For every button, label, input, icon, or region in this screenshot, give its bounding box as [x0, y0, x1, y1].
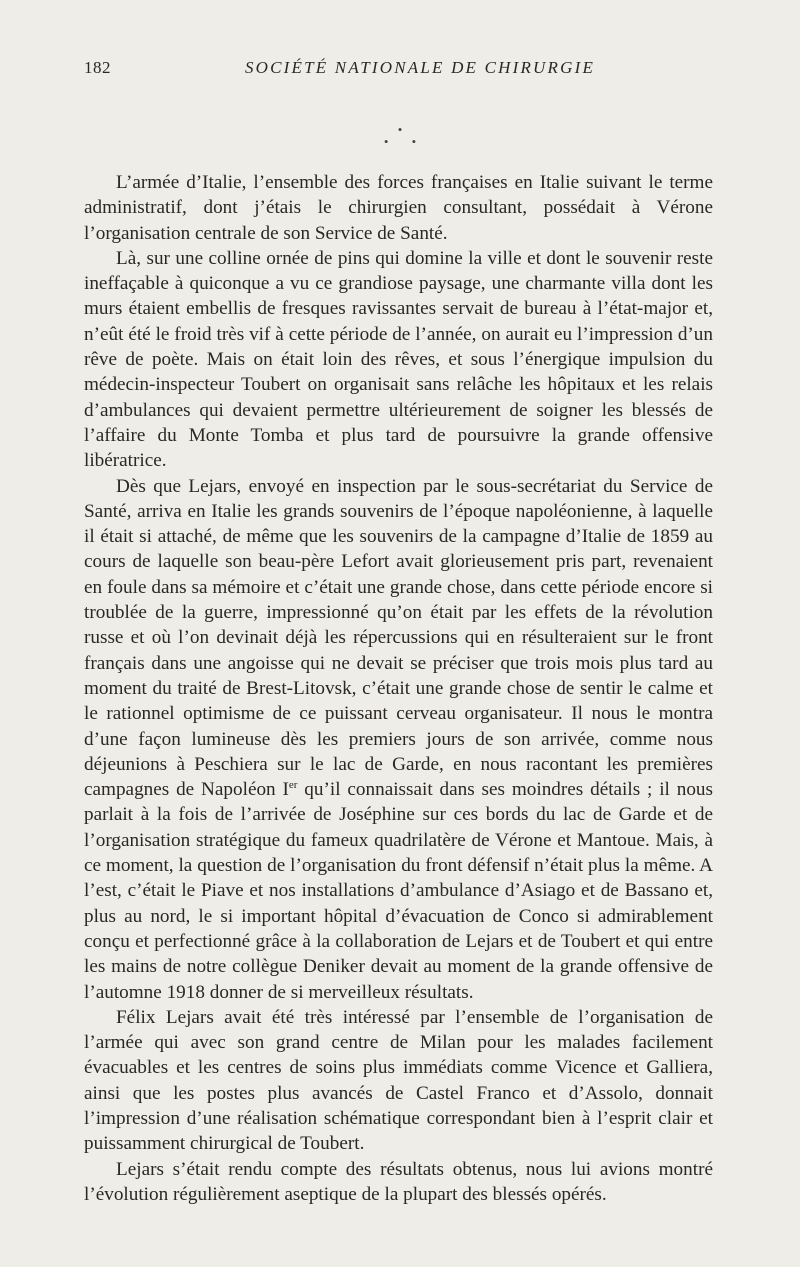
ordinal-superscript: er	[288, 779, 298, 792]
ornament-dots-bottom: • •	[383, 134, 427, 149]
paragraph-2: Là, sur une colline ornée de pins qui domine la ville et dont le souvenir reste ineffaçable à quiconque a vu ce grandiose paysage, une charmante villa dont les murs étaient embellis de fresques ravissantes servait de bureau à l’état-major et, n’eût été le froid très vif à cette période de l’année, on aurait eu l’impression d’un rêve de poète. Mais on était loin des rêves, et sous l’énergique impulsion du médecin-inspecteur Toubert on organisait sans relâche les hôpitaux et les relais d’ambulances qui devaient permettre ultérieurement de soigner les blessés de l’affaire du Monte Tomba et plus tard de poursuivre la grande offensive libératrice.	[84, 247, 713, 472]
page-header	[84, 58, 716, 84]
paragraph-3-text: Dès que Lejars, envoyé en inspection par le sous-secrétariat du Service de Santé, arriva en Italie les grands souvenirs de l’époque napoléonienne, à laquelle il était si attaché, de même que les souvenirs de la campagne d’Italie de 1859 au cours de laquelle son beau-père Lefort avait glorieusement pris part, revenaient en foule dans sa mémoire et c’était une grande chose, dans cette période encore si troublée de la guerre, impressionné qu’on était par les effets de la révolution russe et où l’on devinait déjà les répercussions qui en résulteraient sur le front français dans une angoisse qui ne devait se préciser que trois mois plus tard au moment du traité de Brest-Litovsk, c’était une grande chose de sentir le calme et le rationnel optimisme de ce puissant cerveau organisateur. Il nous le montra d’une façon lumineuse dès les premiers jours de son arrivée, comme nous déjeunions à Peschiera sur le lac de Garde, en nous racontant les premières campagnes de Napoléon	[84, 475, 713, 801]
paragraph-5: Lejars s’était rendu compte des résultats obtenus, nous lui avions montré l’évolution régulièrement aseptique de la plupart des blessés opérés.	[84, 1158, 713, 1205]
paragraph-1: L’armée d’Italie, l’ensemble des forces françaises en Italie suivant le terme administratif, dont j’étais le chirurgien consultant, possédait à Vérone l’organisation centrale de son Service de Santé.	[84, 172, 713, 244]
section-ornament	[0, 124, 800, 148]
paragraph-3-continuation: qu’il connaissait dans ses moindres détails ; il nous parlait à la fois de l’arrivée de Joséphine sur ces bords du lac de Garde et de l’organisation stratégique du fameux quadrilatère de Vérone et Mantoue. Mais, à ce moment, la question de l’organisation du front défensif n’était plus la même. A l’est, c’était le Piave et nos installations d’ambulance d’Asiago et de Bassano et, plus au nord, le si important hôpital d’évacuation de Conco si admirablement conçu et perfectionné grâce à la collaboration de Lejars et de Toubert et qui entre les mains de notre collègue Deniker devait au moment de la grande offensive de l’automne 1918 donner de si merveilleux résultats.	[84, 779, 713, 1003]
running-title: SOCIÉTÉ NATIONALE DE CHIRURGIE	[244, 58, 596, 77]
napoleon-ordinal: I	[282, 779, 289, 801]
paragraph-4: Félix Lejars avait été très intéressé par l’ensemble de l’organisation de l’armée qui avec son grand centre de Milan pour les malades facilement évacuables et les centres de soins plus immédiats comme Vicence et Galliera, ainsi que les postes plus avancés de Castel Franco et d’Assolo, donnait l’impression d’une réalisation schématique correspondant bien à l’esprit clair et puissamment chirurgical de Toubert.	[84, 1006, 713, 1155]
paragraph-3	[84, 474, 713, 1005]
ornament-dot-top: •	[397, 122, 403, 137]
body-text	[84, 170, 713, 1207]
page-number: 182	[84, 58, 111, 77]
